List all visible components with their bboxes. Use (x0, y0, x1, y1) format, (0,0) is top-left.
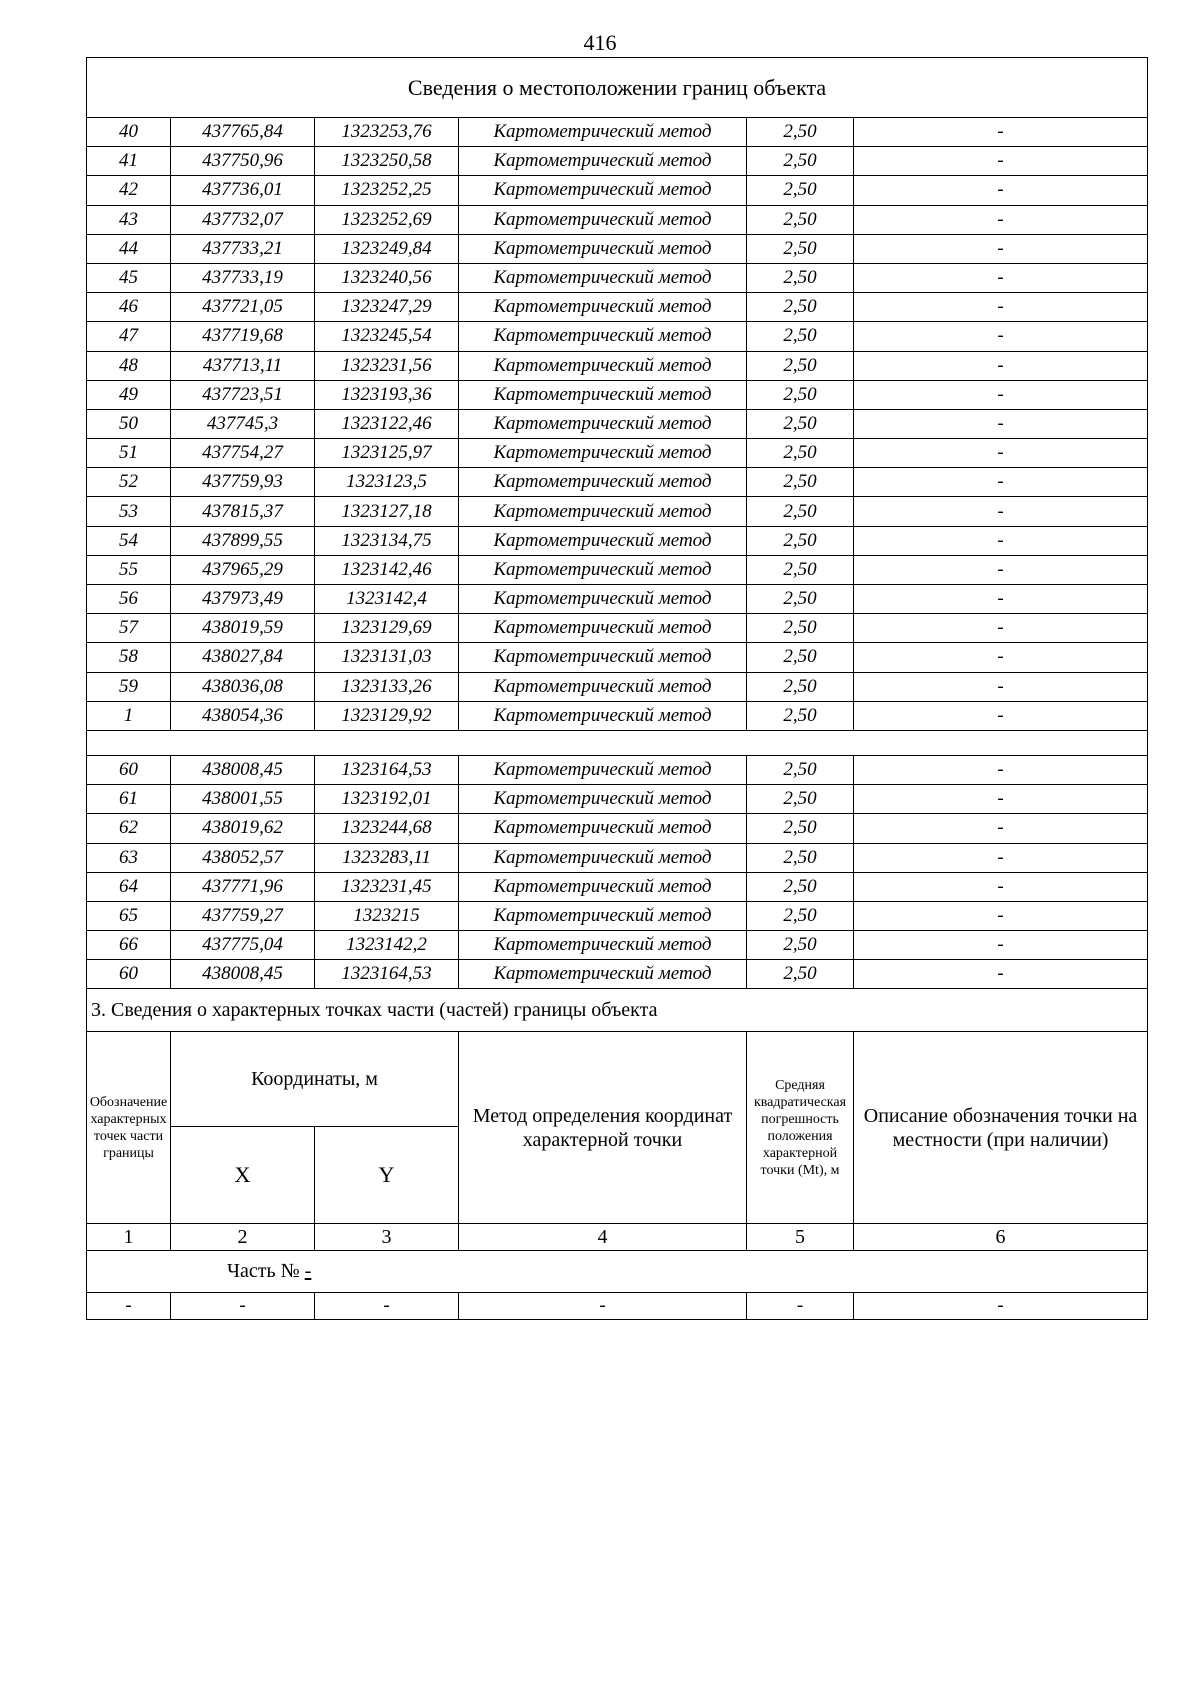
table-cell: 1323129,69 (315, 614, 459, 643)
table-cell: 60 (87, 755, 171, 784)
table-cell: 1323240,56 (315, 263, 459, 292)
table-cell: 437759,27 (171, 901, 315, 930)
table-cell: Картометрический метод (459, 293, 747, 322)
column-number: 4 (459, 1224, 747, 1251)
table-cell: Картометрический метод (459, 263, 747, 292)
table-cell: Картометрический метод (459, 176, 747, 205)
table-cell: Картометрический метод (459, 614, 747, 643)
table-cell: 45 (87, 263, 171, 292)
table-cell: 1323249,84 (315, 234, 459, 263)
table-cell: - (854, 234, 1148, 263)
separator-row (87, 730, 1148, 755)
table-cell: - (854, 351, 1148, 380)
table-cell: 438008,45 (171, 960, 315, 989)
header-accuracy: Средняя квадратическая погрешность положения характерной точки (Mt), м (747, 1032, 854, 1224)
table-cell: - (459, 1293, 747, 1320)
table-cell: 2,50 (747, 672, 854, 701)
table-cell: 1323253,76 (315, 118, 459, 147)
table-cell: - (854, 1293, 1148, 1320)
table-cell: 437973,49 (171, 585, 315, 614)
table-cell: - (854, 526, 1148, 555)
table-cell: 1323193,36 (315, 380, 459, 409)
table-cell: 2,50 (747, 118, 854, 147)
table-row (87, 118, 1148, 147)
table-row (87, 872, 1148, 901)
table-row (87, 1293, 1148, 1320)
part-row (87, 1251, 1148, 1293)
table-cell: 58 (87, 643, 171, 672)
table-cell: 1323127,18 (315, 497, 459, 526)
table-cell: - (854, 701, 1148, 730)
table-cell: 1323125,97 (315, 439, 459, 468)
table-cell: Картометрический метод (459, 701, 747, 730)
table-row (87, 234, 1148, 263)
table-cell: 1323142,4 (315, 585, 459, 614)
table-cell: 1323252,69 (315, 205, 459, 234)
table-cell: 2,50 (747, 614, 854, 643)
table-row (87, 380, 1148, 409)
header-y: Y (315, 1127, 459, 1224)
table-cell: - (854, 468, 1148, 497)
table-cell: 437965,29 (171, 555, 315, 584)
table-row (87, 322, 1148, 351)
separator-cell (87, 730, 1148, 755)
table-cell: 2,50 (747, 872, 854, 901)
table-cell: Картометрический метод (459, 960, 747, 989)
table-cell: 437759,93 (171, 468, 315, 497)
table-cell: 1323129,92 (315, 701, 459, 730)
table-cell: - (854, 901, 1148, 930)
table-cell: 2,50 (747, 785, 854, 814)
table-cell: 437733,19 (171, 263, 315, 292)
table-row (87, 960, 1148, 989)
table-cell: 2,50 (747, 351, 854, 380)
table-cell: Картометрический метод (459, 755, 747, 784)
table-cell: Картометрический метод (459, 526, 747, 555)
table-cell: 2,50 (747, 234, 854, 263)
table-cell: Картометрический метод (459, 205, 747, 234)
table-cell: 1323164,53 (315, 755, 459, 784)
table-cell: - (854, 293, 1148, 322)
column-number: 5 (747, 1224, 854, 1251)
table-cell: 1323231,45 (315, 872, 459, 901)
table-row (87, 643, 1148, 672)
table-cell: 437736,01 (171, 176, 315, 205)
header-description: Описание обозначения точки на местности (при наличии) (854, 1032, 1148, 1224)
table-cell: 437754,27 (171, 439, 315, 468)
table-row (87, 526, 1148, 555)
table-cell: 2,50 (747, 468, 854, 497)
header-coordinates: Координаты, м (171, 1032, 459, 1127)
table-row (87, 843, 1148, 872)
column-number: 3 (315, 1224, 459, 1251)
section3-title-row (87, 989, 1148, 1032)
table-cell: 1323247,29 (315, 293, 459, 322)
table-cell: 44 (87, 234, 171, 263)
header-method: Метод определения координат характерной точки (459, 1032, 747, 1224)
table-cell: 437719,68 (171, 322, 315, 351)
table-cell: Картометрический метод (459, 468, 747, 497)
table-cell: 2,50 (747, 931, 854, 960)
table-cell: 2,50 (747, 755, 854, 784)
table-cell: 438019,59 (171, 614, 315, 643)
table-cell: 50 (87, 409, 171, 438)
table-row (87, 614, 1148, 643)
table-cell: 438052,57 (171, 843, 315, 872)
table-cell: 48 (87, 351, 171, 380)
table-cell: 2,50 (747, 901, 854, 930)
table-cell: 41 (87, 147, 171, 176)
table-cell: 438001,55 (171, 785, 315, 814)
table-cell: 65 (87, 901, 171, 930)
table-row (87, 931, 1148, 960)
table-cell: 438008,45 (171, 755, 315, 784)
table-cell: Картометрический метод (459, 351, 747, 380)
table-cell: - (854, 843, 1148, 872)
table-cell: Картометрический метод (459, 147, 747, 176)
header-point-designation: Обозначение характерных точек части границы (87, 1032, 171, 1224)
part-number: - (304, 1260, 312, 1283)
table-cell: 66 (87, 931, 171, 960)
table-cell: 52 (87, 468, 171, 497)
column-header-row (87, 1032, 1148, 1127)
table-cell: 437732,07 (171, 205, 315, 234)
table-cell: 2,50 (747, 409, 854, 438)
table-cell: 1323131,03 (315, 643, 459, 672)
table-row (87, 755, 1148, 784)
table-cell: 1323244,68 (315, 814, 459, 843)
table-cell: - (854, 263, 1148, 292)
table-cell: 61 (87, 785, 171, 814)
table-cell: 1323215 (315, 901, 459, 930)
header-x: X (171, 1127, 315, 1224)
table-cell: - (747, 1293, 854, 1320)
table-cell: Картометрический метод (459, 872, 747, 901)
table-cell: Картометрический метод (459, 555, 747, 584)
table-cell: Картометрический метод (459, 118, 747, 147)
table-cell: - (171, 1293, 315, 1320)
table-cell: 1323164,53 (315, 960, 459, 989)
section3-title: 3. Сведения о характерных точках части (частей) границы объекта (87, 989, 1148, 1032)
table-cell: 2,50 (747, 526, 854, 555)
table-cell: - (854, 614, 1148, 643)
page-number: 416 (583, 30, 617, 55)
table-cell: 2,50 (747, 497, 854, 526)
table-cell: 47 (87, 322, 171, 351)
table-cell: - (854, 814, 1148, 843)
table-row (87, 785, 1148, 814)
table-cell: Картометрический метод (459, 672, 747, 701)
table-cell: 438019,62 (171, 814, 315, 843)
table-row (87, 672, 1148, 701)
table-cell: 437721,05 (171, 293, 315, 322)
table-cell: 63 (87, 843, 171, 872)
table-row (87, 814, 1148, 843)
table-cell: 438054,36 (171, 701, 315, 730)
table-row (87, 497, 1148, 526)
part-label: Часть № (227, 1260, 300, 1283)
column-number-row (87, 1224, 1148, 1251)
table-cell: 62 (87, 814, 171, 843)
table-cell: 437771,96 (171, 872, 315, 901)
table-cell: 2,50 (747, 960, 854, 989)
table-row (87, 701, 1148, 730)
table-cell: 2,50 (747, 176, 854, 205)
boundary-table (86, 57, 1148, 1320)
table-cell: 1323231,56 (315, 351, 459, 380)
table-cell: 2,50 (747, 643, 854, 672)
table-cell: - (854, 585, 1148, 614)
table-cell: Картометрический метод (459, 814, 747, 843)
table-cell: 2,50 (747, 439, 854, 468)
table-cell: - (854, 176, 1148, 205)
table-cell: 437723,51 (171, 380, 315, 409)
table-cell: 2,50 (747, 843, 854, 872)
table-row (87, 585, 1148, 614)
table-cell: - (854, 118, 1148, 147)
table-cell: 1323142,2 (315, 931, 459, 960)
table-cell: Картометрический метод (459, 643, 747, 672)
table-cell: 46 (87, 293, 171, 322)
table-cell: 437815,37 (171, 497, 315, 526)
table-cell: 55 (87, 555, 171, 584)
table-cell: 1323283,11 (315, 843, 459, 872)
table-cell: - (854, 322, 1148, 351)
table-row (87, 351, 1148, 380)
table-cell: - (854, 439, 1148, 468)
table-cell: 1323123,5 (315, 468, 459, 497)
table-cell: 437775,04 (171, 931, 315, 960)
table-cell: 438027,84 (171, 643, 315, 672)
table-cell: - (854, 755, 1148, 784)
table-cell: 54 (87, 526, 171, 555)
table-cell: - (854, 960, 1148, 989)
table-cell: 43 (87, 205, 171, 234)
table-cell: 60 (87, 960, 171, 989)
table-cell: Картометрический метод (459, 843, 747, 872)
table-cell: 2,50 (747, 814, 854, 843)
table-cell: Картометрический метод (459, 322, 747, 351)
table-cell: 2,50 (747, 205, 854, 234)
table-cell: - (87, 1293, 171, 1320)
table-row (87, 439, 1148, 468)
table-cell: 2,50 (747, 293, 854, 322)
table-cell: 56 (87, 585, 171, 614)
table-cell: 42 (87, 176, 171, 205)
table-cell: - (854, 555, 1148, 584)
table-cell: - (854, 497, 1148, 526)
table-cell: 437899,55 (171, 526, 315, 555)
table-cell: 437750,96 (171, 147, 315, 176)
table-cell: Картометрический метод (459, 585, 747, 614)
table-row (87, 468, 1148, 497)
table-cell: 437733,21 (171, 234, 315, 263)
table-cell: Картометрический метод (459, 931, 747, 960)
table-row (87, 293, 1148, 322)
table-cell: 2,50 (747, 380, 854, 409)
table-cell: 2,50 (747, 263, 854, 292)
table-cell: Картометрический метод (459, 234, 747, 263)
table-cell: - (854, 205, 1148, 234)
table-cell: 2,50 (747, 555, 854, 584)
table-cell: 1323252,25 (315, 176, 459, 205)
table-cell: 57 (87, 614, 171, 643)
table-cell: Картометрический метод (459, 380, 747, 409)
table-cell: 40 (87, 118, 171, 147)
table-row (87, 176, 1148, 205)
table-cell: Картометрический метод (459, 439, 747, 468)
table-cell: - (854, 643, 1148, 672)
table-cell: Картометрический метод (459, 497, 747, 526)
table-cell: 1323245,54 (315, 322, 459, 351)
table-cell: 51 (87, 439, 171, 468)
table-cell: 53 (87, 497, 171, 526)
table-cell: 437713,11 (171, 351, 315, 380)
table-cell: Картометрический метод (459, 901, 747, 930)
table-row (87, 555, 1148, 584)
table-row (87, 409, 1148, 438)
table-row (87, 205, 1148, 234)
table-cell: - (854, 872, 1148, 901)
part-cell (87, 1251, 1148, 1293)
table-cell: 1323142,46 (315, 555, 459, 584)
table-cell: 2,50 (747, 701, 854, 730)
table-cell: 437745,3 (171, 409, 315, 438)
table-cell: 1323250,58 (315, 147, 459, 176)
table-cell: Картометрический метод (459, 785, 747, 814)
table-cell: 1323192,01 (315, 785, 459, 814)
table-cell: - (854, 409, 1148, 438)
table-cell: - (854, 785, 1148, 814)
column-number: 1 (87, 1224, 171, 1251)
table-row (87, 263, 1148, 292)
table-cell: 437765,84 (171, 118, 315, 147)
table-cell: 1323133,26 (315, 672, 459, 701)
table-cell: - (854, 931, 1148, 960)
column-number: 2 (171, 1224, 315, 1251)
column-number: 6 (854, 1224, 1148, 1251)
table-cell: 2,50 (747, 322, 854, 351)
table-cell: 2,50 (747, 147, 854, 176)
section-title: Сведения о местоположении границ объекта (87, 58, 1148, 118)
table-cell: 59 (87, 672, 171, 701)
table-row (87, 147, 1148, 176)
table-row (87, 901, 1148, 930)
table-cell: 1323134,75 (315, 526, 459, 555)
table-cell: - (854, 147, 1148, 176)
table-cell: 1 (87, 701, 171, 730)
table-cell: - (854, 672, 1148, 701)
table-cell: Картометрический метод (459, 409, 747, 438)
table-cell: 49 (87, 380, 171, 409)
table-cell: 1323122,46 (315, 409, 459, 438)
table-cell: 438036,08 (171, 672, 315, 701)
table-cell: 2,50 (747, 585, 854, 614)
table-cell: - (854, 380, 1148, 409)
table-cell: 64 (87, 872, 171, 901)
table-cell: - (315, 1293, 459, 1320)
